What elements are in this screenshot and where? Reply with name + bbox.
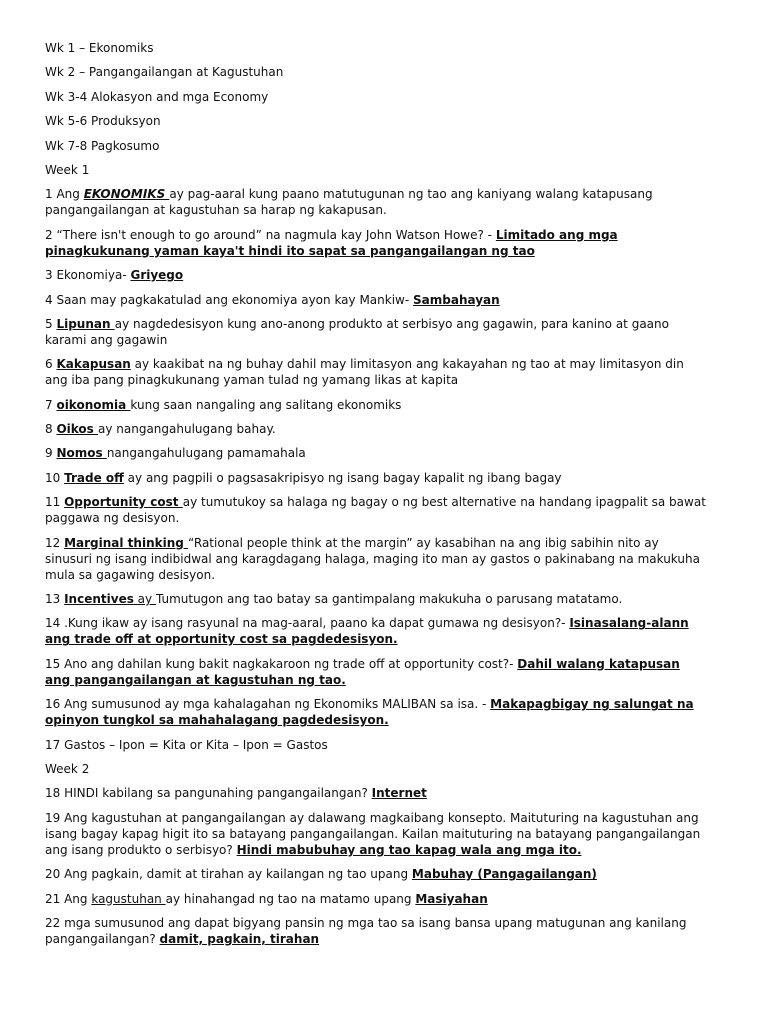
question-16: 16 Ang sumusunod ay mga kahalagahan ng Ekonomiks MALIBAN sa isa. - Makapagbigay ng salungat na opinyon tungkol sa mahahalagang pagdedesisyon. <box>45 697 694 728</box>
question-18: 18 HINDI kabilang sa pangunahing pangangailangan? Internet <box>45 786 427 801</box>
schedule-line: Wk 1 – Ekonomiks <box>45 41 154 55</box>
question-8: 8 Oikos ay nangangahulugang bahay. <box>45 422 276 437</box>
question-22: 22 mga sumusunod ang dapat bigyang pansin ng mga tao sa isang bansa upang matugunan ang kanilang pangangailangan? damit, pagkain, tirahan <box>45 915 687 946</box>
question-15: 15 Ano ang dahilan kung bakit nagkakaroon ng trade off at opportunity cost?- Dahil walang katapusan ang pangangailangan at kagustuhan ng tao. <box>45 656 680 687</box>
schedule-line: Wk 3-4 Alokasyon and mga Economy <box>45 89 269 104</box>
week-heading: Week 2 <box>45 761 90 776</box>
question-17: 17 Gastos – Ipon = Kita or Kita – Ipon = Gastos <box>45 737 328 752</box>
question-11: 11 Opportunity cost ay tumutukoy sa halaga ng bagay o ng best alternative na handang ipagpalit sa bawat paggawa ng desisyon. <box>45 495 706 526</box>
schedule-line: Wk 2 – Pangangailangan at Kagustuhan <box>45 65 284 80</box>
question-21: 21 Ang kagustuhan ay hinahangad ng tao na matamo upang Masiyahan <box>45 891 488 906</box>
question-6: 6 Kakapusan ay kaakibat na ng buhay dahil may limitasyon ang kakayahan ng tao at may limitasyon din ang iba pang pinagkukunang yaman tulad ng yamang likas at kapita <box>45 357 684 388</box>
question-7: 7 oikonomia kung saan nangaling ang salitang ekonomiks <box>45 397 402 412</box>
question-10: 10 Trade off ay ang pagpili o pagsasakripisyo ng isang bagay kapalit ng ibang bagay <box>45 470 562 485</box>
question-12: 12 Marginal thinking “Rational people think at the margin” ay kasabihan na ang ibig sabihin nito ay sinusuri ng isang indibidwal ang karagdagang halaga, maging ito man ay gastos o pakinabang na makukuha mula sa gagawing desisyon. <box>45 535 700 582</box>
question-20: 20 Ang pagkain, damit at tirahan ay kailangan ng tao upang Mabuhay (Pangagailangan) <box>45 867 597 882</box>
question-1: 1 Ang EKONOMIKS ay pag-aaral kung paano matutugunan ng tao ang kaniyang walang katapusang pangangailangan at kagustuhan sa harap ng kakapusan. <box>45 187 653 218</box>
week-heading: Week 1 <box>45 162 90 177</box>
question-2: 2 “There isn't enough to go around” na nagmula kay John Watson Howe? - Limitado ang mga pinagkukunang yaman kaya't hindi ito sapat sa pangangailangan ng tao <box>45 227 618 258</box>
question-3: 3 Ekonomiya- Griyego <box>45 268 184 283</box>
question-4: 4 Saan may pagkakatulad ang ekonomiya ayon kay Mankiw- Sambahayan <box>45 292 500 307</box>
schedule-line: Wk 7-8 Pagkosumo <box>45 138 160 153</box>
question-19: 19 Ang kagustuhan at pangangailangan ay dalawang magkaibang konsepto. Maituturing na kagustuhan ang isang bagay kapag higit ito sa batayang pangangailangan. Kailan maituturing na batayang pangangailangan ang isang produkto o serbisyo? Hindi mabubuhay ang tao kapag wala ang mga ito. <box>45 810 701 857</box>
question-14: 14 .Kung ikaw ay isang rasyunal na mag-aaral, paano ka dapat gumawa ng desisyon?- Isinasalang-alann ang trade off at opportunity cost sa pagdedesisyon. <box>45 616 689 647</box>
schedule-line: Wk 5-6 Produksyon <box>45 114 161 129</box>
question-9: 9 Nomos nangangahulugang pamamahala <box>45 446 306 461</box>
question-5: 5 Lipunan ay nagdedesisyon kung ano-anong produkto at serbisyo ang gagawin, para kanino at gaano karami ang gagawin <box>45 316 669 347</box>
question-13: 13 Incentives ay Tumutugon ang tao batay sa gantimpalang makukuha o parusang matatamo. <box>45 592 623 607</box>
